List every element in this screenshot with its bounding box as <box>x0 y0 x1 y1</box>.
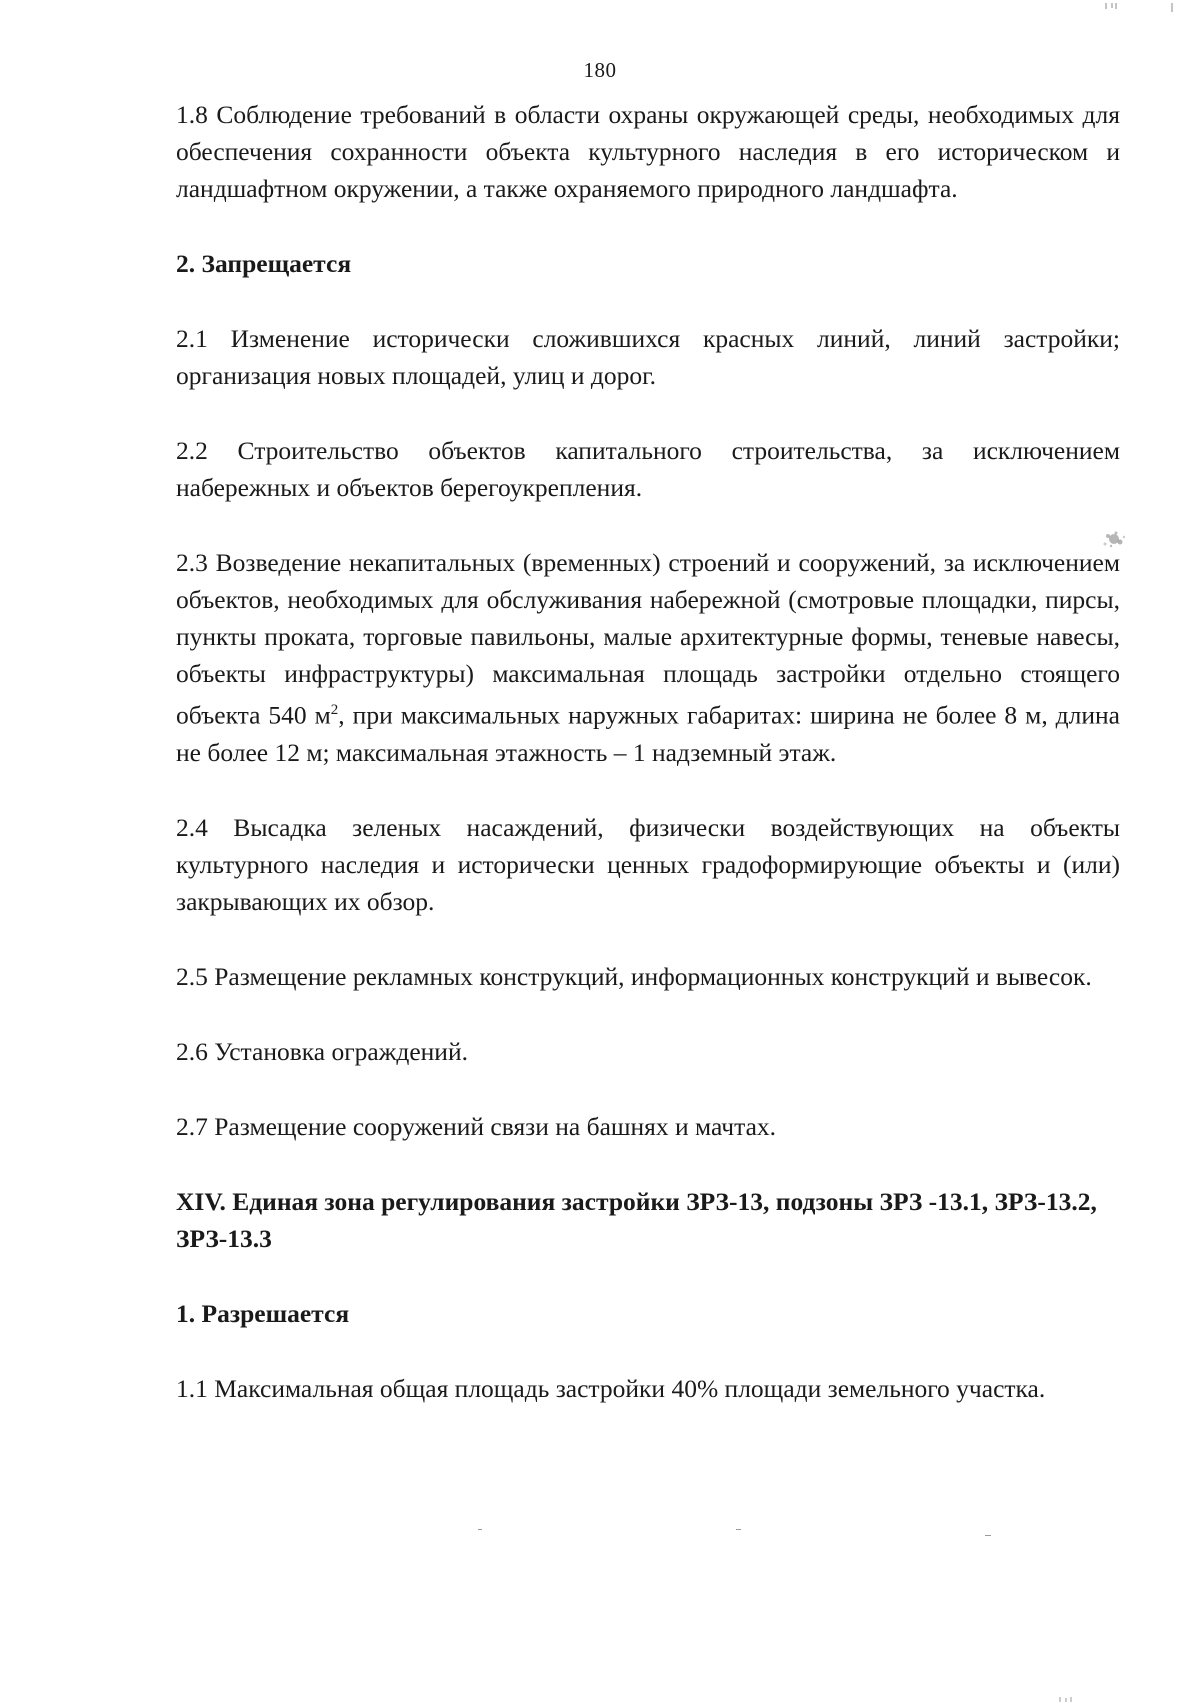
scan-artifact-dash <box>478 1529 482 1530</box>
paragraph-2-6: 2.6 Установка ограждений. <box>176 1036 468 1066</box>
scan-edge-marks-bottom <box>1040 1689 1100 1697</box>
paragraph-2-2: 2.2 Строительство объектов капитального строительства, за исключением набережных и объектов берегоукрепления. <box>176 436 1120 502</box>
paragraph-1-1: 1.1 Максимальная общая площадь застройки 40% площади земельного участка. <box>176 1373 1046 1403</box>
paragraph-2-3-text-cont: , при максимальных наружных габаритах: ширина не более 8 м, длина не более 12 м; максимальная этажность – 1 надземный этаж. <box>176 700 1120 767</box>
scan-artifact-dash <box>985 1535 991 1536</box>
superscript-square: 2 <box>330 702 339 718</box>
paragraph-2-7: 2.7 Размещение сооружений связи на башнях и мачтах. <box>176 1111 777 1141</box>
paragraph-2-1: 2.1 Изменение исторически сложившихся красных линий, линий застройки; организация новых площадей, улиц и дорог. <box>176 324 1120 390</box>
paragraph-1-8: 1.8 Соблюдение требований в области охраны окружающей среды, необходимых для обеспечения сохранности объекта культурного наследия в его историческом и ландшафтном окружении, а также охраняемого природного ландшафта. <box>176 100 1120 203</box>
section-heading-prohibited: 2. Запрещается <box>176 249 352 278</box>
page-number: 180 <box>583 58 617 82</box>
paragraph-2-3 <box>176 544 1120 771</box>
paragraph-2-3-text: 2.3 Возведение некапитальных (временных) строений и сооружений, за исключением объектов, необходимых для обслуживания набережной (смотровые площадки, пирсы, пункты проката, торговые павильоны, малые архитектурные формы, теневые навесы, объекты инфраструктуры) максимальная площадь застройки отдельно стоящего объекта 540 м <box>176 548 1120 730</box>
scan-artifact-dash <box>736 1529 741 1530</box>
paragraph-2-4: 2.4 Высадка зеленых насаждений, физически воздействующих на объекты культурного наследия и исторически ценных градоформирующие объекты и (или) закрывающих их обзор. <box>176 812 1120 916</box>
scan-edge-marks <box>1036 0 1176 10</box>
paragraph-2-5: 2.5 Размещение рекламных конструкций, информационных конструкций и вывесок. <box>176 961 1092 991</box>
document-body <box>176 96 1120 1407</box>
scan-speck <box>1096 527 1132 553</box>
section-heading-xiv: XIV. Единая зона регулирования застройки ЗРЗ-13, подзоны ЗРЗ -13.1, ЗРЗ-13.2, ЗРЗ-13.3 <box>176 1186 1097 1253</box>
section-heading-allowed: 1. Разрешается <box>176 1298 350 1328</box>
